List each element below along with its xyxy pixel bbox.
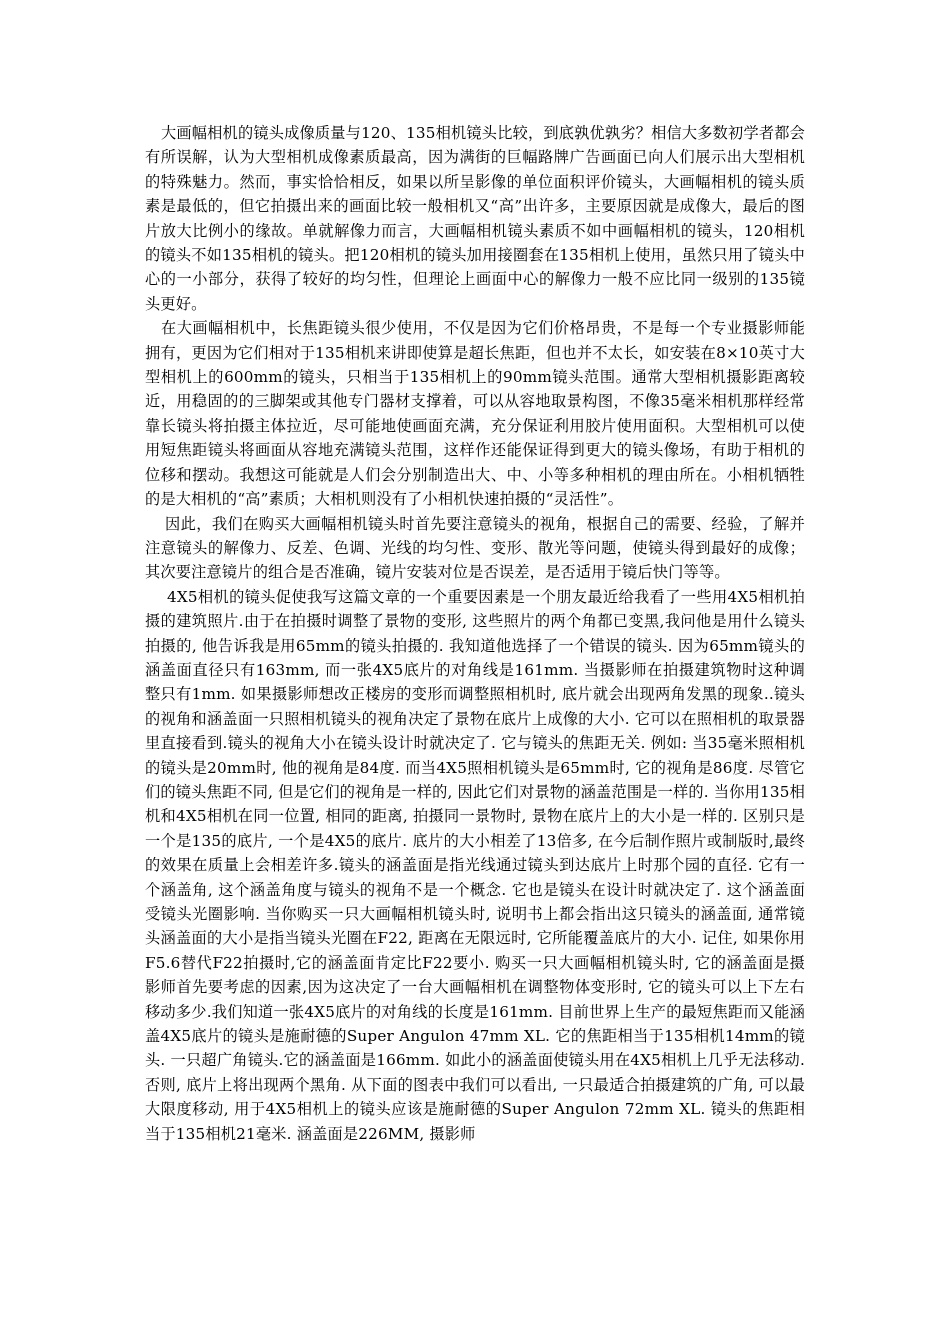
document-body — [145, 121, 805, 1146]
paragraph-long-focal-lens: 在大画幅相机中，长焦距镜头很少使用，不仅是因为它们价格昂贵，不是每一个专业摄影师能拥有，更因为它们相对于135相机来讲即使算是超长焦距，但也并不太长，如安装在8×10英寸大型相机上的600mm的镜头，只相当于135相机上的90mm镜头范围。通常大型相机摄影距离较近，用稳固的的三脚架或其他专门器材支撑着，可以从容地取景构图，不像35毫米相机那样经常靠长镜头将拍摄主体拉近，尽可能地使画面充满，充分保证利用胶片使用面积。大型相机可以使用短焦距镜头将画面从容地充满镜头范围，这样作还能保证得到更大的镜头像场，有助于相机的位移和摆动。我想这可能就是人们会分别制造出大、中、小等多种相机的理由所在。小相机牺牲的是大相机的“高”素质；大相机则没有了小相机快速拍摄的“灵活性”。 — [145, 319, 805, 509]
paragraph-4x5-lens-coverage: 4X5相机的镜头促使我写这篇文章的一个重要因素是一个朋友最近给我看了一些用4X5相机拍摄的建筑照片.由于在拍摄时调整了景物的变形, 这些照片的两个角都已变黑,我问他是用什么镜头拍摄的, 他告诉我是用65mm的镜头拍摄的. 我知道他选择了一个错误的镜头. 因为65mm镜头的涵盖面直径只有163mm, 而一张4X5底片的对角线是161mm. 当摄影师在拍摄建筑物时这种调整只有1mm. 如果摄影师想改正楼房的变形而调整照相机时, 底片就会出现两角发黑的现象..镜头的视角和涵盖面一只照相机镜头的视角决定了景物在底片上成像的大小. 它可以在照相机的取景器里直接看到.镜头的视角大小在镜头设计时就决定了. 它与镜头的焦距无关. 例如: 当35毫米照相机的镜头是20mm时, 他的视角是84度. 而当4X5照相机镜头是65mm时, 它的视角是86度. 尽管它们的镜头焦距不同, 但是它们的视角是一样的, 因此它们对景物的涵盖范围是一样的. 当你用135相机和4X5相机在同一位置, 相同的距离, 拍摄同一景物时, 景物在底片上的大小是一样的. 区别只是一个是135的底片, 一个是4X5的底片. 底片的大小相差了13倍多, 在今后制作照片或制版时,最终的效果在质量上会相差许多.镜头的涵盖面是指光线通过镜头到达底片上时那个园的直径. 它有一个涵盖角, 这个涵盖角度与镜头的视角不是一个概念. 它也是镜头在设计时就决定了. 这个涵盖面受镜头光圈影响. 当你购买一只大画幅相机镜头时, 说明书上都会指出这只镜头的涵盖面, 通常镜头涵盖面的大小是指当镜头光圈在F22, 距离在无限远时, 它所能覆盖底片的大小. 记住, 如果你用F5.6替代F22拍摄时,它的涵盖面肯定比F22要小. 购买一只大画幅相机镜头时, 它的涵盖面是摄影师首先要考虑的因素,因为这决定了一台大画幅相机在调整物体变形时, 它的镜头可以上下左右移动多少.我们知道一张4X5底片的对角线的长度是161mm. 目前世界上生产的最短焦距而又能涵盖4X5底片的镜头是施耐德的Super Angulon 47mm XL. 它的焦距相当于135相机14mm的镜头. 一只超广角镜头.它的涵盖面是166mm. 如此小的涵盖面使镜头用在4X5相机上几乎无法移动. 否则, 底片上将出现两个黑角. 从下面的图表中我们可以看出, 一只最适合拍摄建筑的广角, 可以最大限度移动, 用于4X5相机上的镜头应该是施耐德的Super Angulon 72mm XL. 镜头的焦距相当于135相机21毫米. 涵盖面是226MM, 摄影师 — [145, 587, 805, 1143]
paragraph-lens-quality: 大画幅相机的镜头成像质量与120、135相机镜头比较，到底孰优孰劣？相信大多数初学者都会有所误解，认为大型相机成像素质最高，因为满街的巨幅路牌广告画面已向人们展示出大型相机的特殊魅力。然而，事实恰恰相反，如果以所呈影像的单位面积评价镜头，大画幅相机的镜头质素是最低的，但它拍摄出来的画面比较一般相机又“高”出许多，主要原因就是成像大，最后的图片放大比例小的缘故。单就解像力而言，大画幅相机镜头素质不如中画幅相机的镜头，120相机的镜头不如135相机的镜头。把120相机的镜头加用接圈套在135相机上使用，虽然只用了镜头中心的一小部分，获得了较好的均匀性，但理论上画面中心的解像力一般不应比同一级别的135镜头更好。 — [145, 124, 805, 313]
paragraph-buying-advice: 因此，我们在购买大画幅相机镜头时首先要注意镜头的视角，根据自己的需要、经验，了解并注意镜头的解像力、反差、色调、光线的均匀性、变形、散光等问题，使镜头得到最好的成像；其次要注意镜片的组合是否准确，镜片安装对位是否误差，是否适用于镜后快门等等。 — [145, 514, 805, 582]
